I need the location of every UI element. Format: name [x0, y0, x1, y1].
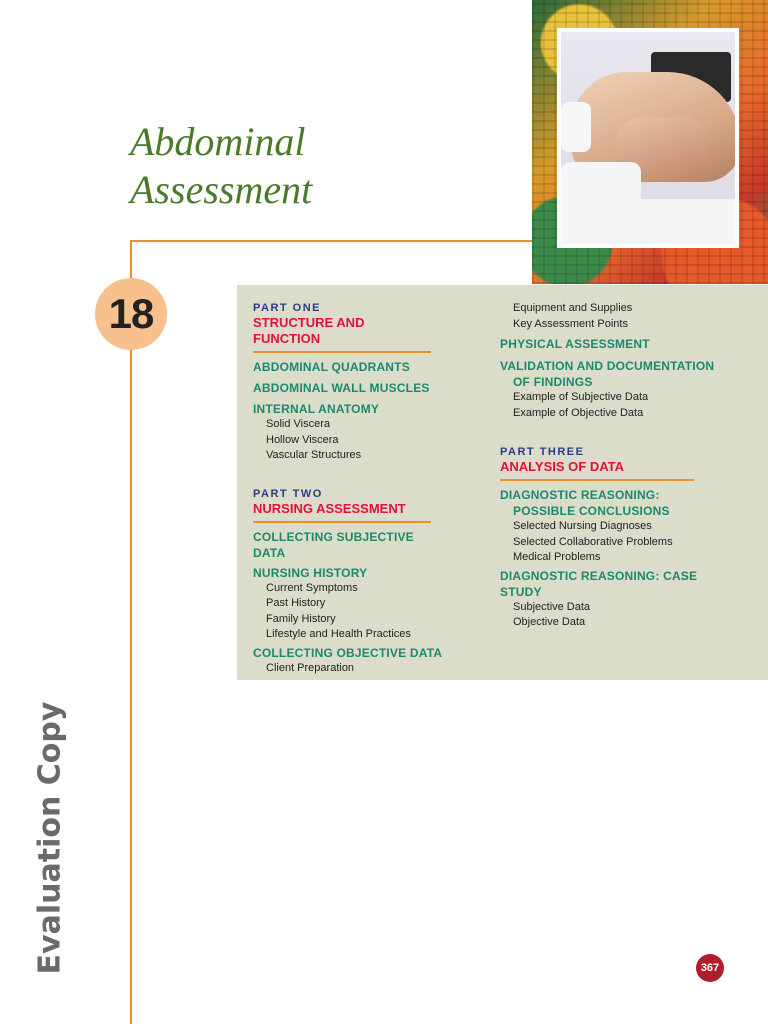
- chapter-title: [130, 118, 312, 214]
- list-item: Client Preparation: [266, 661, 355, 674]
- list-item: Lifestyle and Health Practices: [266, 628, 411, 640]
- section-collecting-objective-data: COLLECTING OBJECTIVE DATA: [253, 645, 443, 660]
- part-one-title: STRUCTURE AND FUNCTION: [253, 315, 431, 353]
- list-item: Family History: [266, 612, 336, 625]
- chapter-number-badge: 18: [95, 278, 167, 350]
- list-item: Example of Subjective Data: [513, 391, 649, 403]
- section-nursing-history: NURSING HISTORY: [253, 565, 368, 580]
- section-abdominal-wall-muscles: ABDOMINAL WALL MUSCLES: [253, 381, 430, 395]
- section-abdominal-quadrants: ABDOMINAL QUADRANTS: [253, 360, 410, 374]
- orange-rule-vertical: [130, 240, 132, 1024]
- section-diagnostic-reasoning-conclusions-cont: POSSIBLE CONCLUSIONS: [513, 504, 670, 518]
- abdominal-exam-photo: [557, 28, 739, 248]
- section-physical-assessment: PHYSICAL ASSESSMENT: [500, 337, 650, 351]
- section-internal-anatomy: INTERNAL ANATOMY: [253, 402, 380, 416]
- page-number-badge: 367: [696, 954, 724, 982]
- outline-column-left: [253, 301, 448, 676]
- list-item: Example of Objective Data: [513, 406, 644, 419]
- list-item: Hollow Viscera: [266, 433, 339, 446]
- section-validation-documentation-cont: OF FINDINGS: [513, 375, 593, 389]
- section-validation-documentation: VALIDATION AND DOCUMENTATION: [500, 359, 715, 373]
- chapter-outline-panel: [237, 285, 768, 680]
- part-two-title: NURSING ASSESSMENT: [253, 501, 431, 523]
- list-item: Vascular Structures: [266, 449, 362, 461]
- part-one-label: PART ONE: [253, 302, 322, 314]
- chapter-title-line2: Assessment: [130, 167, 313, 212]
- evaluation-copy-watermark: Evaluation Copy: [32, 701, 68, 975]
- chapter-title-line1: Abdominal: [130, 119, 306, 164]
- list-item: Objective Data: [513, 616, 586, 628]
- section-diagnostic-reasoning-case-study: DIAGNOSTIC REASONING: CASE STUDY: [500, 568, 698, 599]
- list-item: Medical Problems: [513, 551, 601, 563]
- orange-rule-horizontal: [130, 240, 555, 242]
- list-item: Current Symptoms: [266, 581, 358, 594]
- section-diagnostic-reasoning-conclusions: DIAGNOSTIC REASONING:: [500, 488, 660, 502]
- list-item: Subjective Data: [513, 600, 591, 613]
- section-collecting-subjective-data: COLLECTING SUBJECTIVE DATA: [253, 529, 414, 560]
- list-item: Key Assessment Points: [513, 317, 628, 330]
- part-three-title: ANALYSIS OF DATA: [500, 459, 694, 481]
- list-item: Past History: [266, 597, 326, 609]
- list-item: Selected Nursing Diagnoses: [513, 520, 652, 532]
- list-item: Equipment and Supplies: [513, 302, 633, 314]
- list-item: Selected Collaborative Problems: [513, 535, 673, 548]
- part-three-label: PART THREE: [500, 446, 585, 458]
- outline-column-right: [500, 301, 740, 631]
- list-item: Solid Viscera: [266, 418, 330, 430]
- part-two-label: PART TWO: [253, 487, 323, 500]
